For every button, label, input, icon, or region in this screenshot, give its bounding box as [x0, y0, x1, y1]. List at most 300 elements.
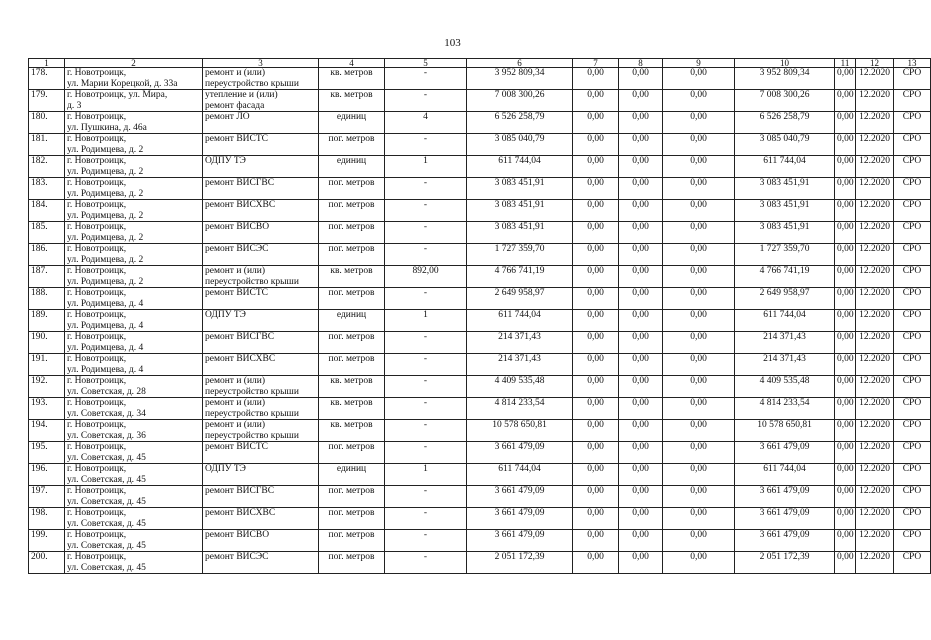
value-cell-text: 0,00: [837, 68, 854, 78]
value-cell-text: 0,00: [690, 288, 707, 298]
row-number-cell-text: 185.: [31, 222, 48, 232]
unit-cell-text: пог. метров: [328, 244, 375, 254]
deadline-cell-text: 12.2020: [859, 68, 890, 78]
total-cost-cell-text: 611 744,04: [763, 156, 806, 166]
row-number-cell: [29, 178, 65, 200]
value-cell: [835, 266, 856, 288]
method-cell: [894, 354, 931, 376]
work-type-cell-text: ремонт ВИСХВС: [205, 200, 276, 210]
cost-cell-text: 3 952 809,34: [494, 68, 545, 78]
total-cost-cell: [735, 332, 835, 354]
value-cell-text: 0,00: [837, 486, 854, 496]
total-cost-cell: [735, 112, 835, 134]
cost-cell: [467, 112, 573, 134]
cost-cell: [467, 90, 573, 112]
value-cell-text: 0,00: [837, 156, 854, 166]
value-cell: [663, 442, 735, 464]
method-cell-text: СРО: [902, 244, 922, 254]
cost-cell: [467, 376, 573, 398]
value-cell: [573, 266, 619, 288]
total-cost-cell-text: 4 409 535,48: [759, 376, 810, 386]
value-cell: [619, 90, 663, 112]
row-number-cell-text: 191.: [31, 354, 48, 364]
value-cell-text: 0,00: [587, 420, 604, 430]
address-cell-text: г. Новотроицк,: [67, 552, 127, 562]
cost-cell-text: 1 727 359,70: [494, 244, 545, 254]
address-cell-text: ул. Советская, д. 45: [67, 452, 146, 463]
address-cell: [65, 332, 203, 354]
value-cell-text: 0,00: [690, 508, 707, 518]
method-cell: [894, 156, 931, 178]
value-cell-text: 0,00: [632, 508, 649, 518]
address-cell: [65, 222, 203, 244]
cost-cell-text: 6 526 258,79: [494, 112, 545, 122]
value-cell: [663, 244, 735, 266]
table-row: [29, 112, 931, 134]
quantity-cell: [385, 134, 467, 156]
total-cost-cell-text: 6 526 258,79: [759, 112, 810, 122]
address-cell: [65, 552, 203, 574]
value-cell: [663, 200, 735, 222]
value-cell-text: 0,00: [690, 310, 707, 320]
value-cell-text: 0,00: [587, 508, 604, 518]
unit-cell-text: единиц: [336, 310, 367, 320]
row-number-cell: [29, 156, 65, 178]
table-row: [29, 266, 931, 288]
deadline-cell-text: 12.2020: [859, 354, 890, 364]
method-cell-text: СРО: [902, 134, 922, 144]
table-row: [29, 508, 931, 530]
work-type-cell: [203, 486, 319, 508]
total-cost-cell-text: 3 083 451,91: [759, 222, 810, 232]
value-cell-text: 0,00: [837, 332, 854, 342]
value-cell-text: 0,00: [632, 112, 649, 122]
deadline-cell-text: 12.2020: [859, 288, 890, 298]
method-cell-text: СРО: [902, 90, 922, 100]
method-cell: [894, 266, 931, 288]
value-cell-text: 0,00: [587, 156, 604, 166]
quantity-cell-text: 1: [423, 310, 428, 320]
row-number-cell: [29, 222, 65, 244]
value-cell: [619, 178, 663, 200]
capital-repair-table: [28, 58, 931, 574]
address-cell: [65, 398, 203, 420]
total-cost-cell: [735, 530, 835, 552]
value-cell: [835, 552, 856, 574]
work-type-cell: [203, 442, 319, 464]
unit-cell: [319, 112, 385, 134]
deadline-cell: [856, 156, 894, 178]
value-cell-text: 0,00: [690, 354, 707, 364]
value-cell: [663, 112, 735, 134]
deadline-cell: [856, 266, 894, 288]
cost-cell: [467, 178, 573, 200]
value-cell-text: 0,00: [690, 464, 707, 474]
address-cell-text: д. 3: [67, 100, 82, 111]
value-cell-text: 0,00: [837, 354, 854, 364]
unit-cell-text: пог. метров: [328, 552, 375, 562]
value-cell-text: 0,00: [632, 464, 649, 474]
table-row: [29, 134, 931, 156]
row-number-cell: [29, 244, 65, 266]
address-cell-text: ул. Пушкина, д. 46а: [67, 122, 147, 133]
address-cell-text: ул. Родимцева, д. 4: [67, 320, 144, 331]
deadline-cell: [856, 354, 894, 376]
address-cell-text: г. Новотроицк,: [67, 288, 127, 298]
cost-cell-text: 3 083 451,91: [494, 222, 545, 232]
method-cell: [894, 332, 931, 354]
address-cell-text: г. Новотроицк, ул. Мира,: [67, 90, 168, 100]
value-cell-text: 0,00: [690, 90, 707, 100]
value-cell: [835, 134, 856, 156]
address-cell-text: г. Новотроицк,: [67, 222, 127, 232]
total-cost-cell: [735, 90, 835, 112]
value-cell: [573, 442, 619, 464]
deadline-cell: [856, 178, 894, 200]
unit-cell-text: пог. метров: [328, 178, 375, 188]
row-number-cell-text: 178.: [31, 68, 48, 78]
unit-cell: [319, 376, 385, 398]
column-header: 11: [835, 59, 856, 68]
value-cell-text: 0,00: [837, 112, 854, 122]
deadline-cell-text: 12.2020: [859, 156, 890, 166]
total-cost-cell: [735, 68, 835, 90]
total-cost-cell: [735, 486, 835, 508]
cost-cell: [467, 398, 573, 420]
table-row: [29, 200, 931, 222]
value-cell: [835, 178, 856, 200]
work-type-cell-text: ремонт ВИСТС: [205, 134, 269, 144]
value-cell-text: 0,00: [837, 134, 854, 144]
row-number-cell: [29, 508, 65, 530]
value-cell-text: 0,00: [587, 552, 604, 562]
unit-cell-text: кв. метров: [330, 420, 373, 430]
method-cell-text: СРО: [902, 68, 922, 78]
total-cost-cell: [735, 376, 835, 398]
value-cell-text: 0,00: [632, 310, 649, 320]
value-cell-text: 0,00: [632, 376, 649, 386]
quantity-cell: [385, 156, 467, 178]
method-cell-text: СРО: [902, 442, 922, 452]
total-cost-cell-text: 3 661 479,09: [759, 486, 810, 496]
address-cell-text: г. Новотроицк,: [67, 376, 127, 386]
quantity-cell-text: -: [423, 398, 428, 408]
work-type-cell-text: ремонт ВИСВО: [205, 530, 270, 540]
value-cell: [619, 134, 663, 156]
deadline-cell-text: 12.2020: [859, 266, 890, 276]
value-cell-text: 0,00: [690, 420, 707, 430]
method-cell: [894, 244, 931, 266]
method-cell-text: СРО: [902, 354, 922, 364]
method-cell-text: СРО: [902, 178, 922, 188]
cost-cell-text: 2 051 172,39: [494, 552, 545, 562]
cost-cell-text: 3 661 479,09: [494, 530, 545, 540]
value-cell: [663, 68, 735, 90]
deadline-cell: [856, 398, 894, 420]
unit-cell-text: единиц: [336, 156, 367, 166]
method-cell: [894, 134, 931, 156]
table-row: [29, 68, 931, 90]
address-cell: [65, 508, 203, 530]
deadline-cell-text: 12.2020: [859, 530, 890, 540]
value-cell-text: 0,00: [632, 288, 649, 298]
row-number-cell-text: 193.: [31, 398, 48, 408]
cost-cell-text: 2 649 958,97: [494, 288, 545, 298]
value-cell: [663, 420, 735, 442]
work-type-cell-text: ремонт ВИСЭС: [205, 244, 269, 254]
method-cell-text: СРО: [902, 200, 922, 210]
value-cell: [663, 134, 735, 156]
quantity-cell-text: -: [423, 552, 428, 562]
work-type-cell: [203, 310, 319, 332]
quantity-cell: [385, 112, 467, 134]
address-cell: [65, 530, 203, 552]
row-number-cell-text: 200.: [31, 552, 48, 562]
total-cost-cell-text: 3 661 479,09: [759, 508, 810, 518]
unit-cell: [319, 508, 385, 530]
table-row: [29, 464, 931, 486]
address-cell-text: г. Новотроицк,: [67, 68, 127, 78]
address-cell-text: ул. Родимцева, д. 2: [67, 276, 144, 287]
unit-cell-text: пог. метров: [328, 442, 375, 452]
value-cell: [663, 288, 735, 310]
value-cell: [573, 134, 619, 156]
value-cell-text: 0,00: [587, 398, 604, 408]
column-header: 13: [894, 59, 931, 68]
address-cell: [65, 288, 203, 310]
value-cell-text: 0,00: [690, 442, 707, 452]
table-row: [29, 530, 931, 552]
work-type-cell: [203, 420, 319, 442]
column-header: 10: [735, 59, 835, 68]
cost-cell-text: 4 814 233,54: [494, 398, 545, 408]
value-cell-text: 0,00: [690, 266, 707, 276]
unit-cell-text: кв. метров: [330, 68, 373, 78]
value-cell-text: 0,00: [837, 90, 854, 100]
cost-cell: [467, 486, 573, 508]
address-cell-text: г. Новотроицк,: [67, 266, 127, 276]
row-number-cell: [29, 90, 65, 112]
value-cell: [573, 90, 619, 112]
value-cell-text: 0,00: [690, 68, 707, 78]
value-cell: [619, 398, 663, 420]
total-cost-cell-text: 611 744,04: [763, 310, 806, 320]
address-cell-text: ул. Родимцева, д. 4: [67, 298, 144, 309]
value-cell-text: 0,00: [690, 244, 707, 254]
value-cell-text: 0,00: [632, 332, 649, 342]
table-row: [29, 310, 931, 332]
value-cell: [663, 376, 735, 398]
total-cost-cell: [735, 222, 835, 244]
cost-cell: [467, 552, 573, 574]
method-cell: [894, 90, 931, 112]
total-cost-cell-text: 611 744,04: [763, 464, 806, 474]
row-number-cell-text: 182.: [31, 156, 48, 166]
address-cell-text: ул. Советская, д. 36: [67, 430, 146, 441]
value-cell: [835, 354, 856, 376]
address-cell-text: ул. Советская, д. 45: [67, 474, 146, 485]
row-number-cell-text: 195.: [31, 442, 48, 452]
column-header: 7: [573, 59, 619, 68]
table-row: [29, 552, 931, 574]
value-cell: [573, 376, 619, 398]
quantity-cell: [385, 442, 467, 464]
value-cell: [619, 464, 663, 486]
address-cell-text: г. Новотроицк,: [67, 420, 127, 430]
cost-cell: [467, 134, 573, 156]
quantity-cell: [385, 398, 467, 420]
address-cell: [65, 178, 203, 200]
value-cell-text: 0,00: [837, 244, 854, 254]
method-cell: [894, 486, 931, 508]
work-type-cell: [203, 376, 319, 398]
value-cell: [619, 156, 663, 178]
cost-cell-text: 3 083 451,91: [494, 178, 545, 188]
cost-cell: [467, 266, 573, 288]
total-cost-cell-text: 4 766 741,19: [759, 266, 810, 276]
value-cell-text: 0,00: [837, 288, 854, 298]
value-cell-text: 0,00: [632, 354, 649, 364]
row-number-cell-text: 184.: [31, 200, 48, 210]
work-type-cell-text: переустройство крыши: [205, 78, 299, 89]
quantity-cell-text: -: [423, 68, 428, 78]
quantity-cell: [385, 222, 467, 244]
deadline-cell: [856, 508, 894, 530]
work-type-cell-text: ремонт ВИСГВС: [205, 178, 275, 188]
work-type-cell: [203, 354, 319, 376]
value-cell-text: 0,00: [837, 266, 854, 276]
value-cell: [835, 90, 856, 112]
value-cell: [573, 486, 619, 508]
address-cell: [65, 112, 203, 134]
deadline-cell: [856, 530, 894, 552]
address-cell-text: ул. Советская, д. 34: [67, 408, 146, 419]
value-cell: [663, 310, 735, 332]
unit-cell-text: пог. метров: [328, 134, 375, 144]
unit-cell: [319, 266, 385, 288]
row-number-cell-text: 199.: [31, 530, 48, 540]
work-type-cell-text: ремонт и (или): [205, 376, 266, 386]
column-header: 5: [385, 59, 467, 68]
address-cell-text: г. Новотроицк,: [67, 156, 127, 166]
deadline-cell: [856, 310, 894, 332]
value-cell-text: 0,00: [690, 200, 707, 210]
value-cell-text: 0,00: [632, 178, 649, 188]
value-cell: [619, 376, 663, 398]
deadline-cell: [856, 68, 894, 90]
work-type-cell-text: ремонт и (или): [205, 266, 266, 276]
total-cost-cell-text: 1 727 359,70: [759, 244, 810, 254]
deadline-cell: [856, 420, 894, 442]
address-cell-text: ул. Марии Корецкой, д. 33а: [67, 78, 178, 89]
deadline-cell-text: 12.2020: [859, 134, 890, 144]
quantity-cell: [385, 310, 467, 332]
value-cell: [573, 68, 619, 90]
quantity-cell-text: -: [423, 508, 428, 518]
quantity-cell: [385, 90, 467, 112]
unit-cell: [319, 134, 385, 156]
value-cell-text: 0,00: [632, 266, 649, 276]
cost-cell-text: 214 371,43: [498, 354, 541, 364]
value-cell: [573, 178, 619, 200]
value-cell: [663, 332, 735, 354]
quantity-cell-text: -: [423, 442, 428, 452]
address-cell-text: г. Новотроицк,: [67, 486, 127, 496]
work-type-cell: [203, 530, 319, 552]
total-cost-cell-text: 10 578 650,81: [757, 420, 812, 430]
value-cell: [573, 508, 619, 530]
row-number-cell-text: 183.: [31, 178, 48, 188]
value-cell-text: 0,00: [587, 244, 604, 254]
address-cell-text: г. Новотроицк,: [67, 398, 127, 408]
value-cell: [835, 244, 856, 266]
quantity-cell: [385, 288, 467, 310]
unit-cell-text: кв. метров: [330, 266, 373, 276]
value-cell-text: 0,00: [632, 156, 649, 166]
quantity-cell-text: 1: [423, 156, 428, 166]
deadline-cell-text: 12.2020: [859, 178, 890, 188]
method-cell-text: СРО: [902, 332, 922, 342]
address-cell-text: г. Новотроицк,: [67, 310, 127, 320]
unit-cell-text: пог. метров: [328, 530, 375, 540]
method-cell-text: СРО: [902, 376, 922, 386]
value-cell: [619, 420, 663, 442]
address-cell: [65, 68, 203, 90]
quantity-cell-text: -: [423, 376, 428, 386]
unit-cell-text: пог. метров: [328, 222, 375, 232]
method-cell: [894, 112, 931, 134]
value-cell-text: 0,00: [587, 376, 604, 386]
value-cell-text: 0,00: [632, 530, 649, 540]
total-cost-cell-text: 4 814 233,54: [759, 398, 810, 408]
method-cell: [894, 376, 931, 398]
method-cell: [894, 68, 931, 90]
unit-cell-text: единиц: [336, 464, 367, 474]
method-cell: [894, 552, 931, 574]
total-cost-cell-text: 214 371,43: [763, 332, 806, 342]
value-cell: [573, 332, 619, 354]
value-cell-text: 0,00: [837, 222, 854, 232]
quantity-cell-text: -: [423, 178, 428, 188]
value-cell-text: 0,00: [632, 222, 649, 232]
address-cell-text: ул. Родимцева, д. 2: [67, 166, 144, 177]
value-cell-text: 0,00: [587, 134, 604, 144]
quantity-cell: [385, 530, 467, 552]
value-cell: [663, 354, 735, 376]
unit-cell: [319, 310, 385, 332]
row-number-cell: [29, 398, 65, 420]
value-cell: [619, 354, 663, 376]
row-number-cell-text: 197.: [31, 486, 48, 496]
column-header: 12: [856, 59, 894, 68]
quantity-cell-text: -: [423, 420, 428, 430]
method-cell: [894, 398, 931, 420]
address-cell-text: ул. Советская, д. 45: [67, 518, 146, 529]
quantity-cell: [385, 464, 467, 486]
work-type-cell-text: утепление и (или): [205, 90, 278, 100]
cost-cell-text: 611 744,04: [498, 156, 541, 166]
total-cost-cell: [735, 200, 835, 222]
value-cell-text: 0,00: [587, 332, 604, 342]
quantity-cell-text: -: [423, 332, 428, 342]
work-type-cell-text: ремонт ЛО: [205, 112, 250, 122]
value-cell: [619, 222, 663, 244]
cost-cell: [467, 288, 573, 310]
total-cost-cell-text: 2 051 172,39: [759, 552, 810, 562]
work-type-cell-text: ремонт ВИСХВС: [205, 354, 276, 364]
value-cell-text: 0,00: [837, 552, 854, 562]
address-cell: [65, 134, 203, 156]
